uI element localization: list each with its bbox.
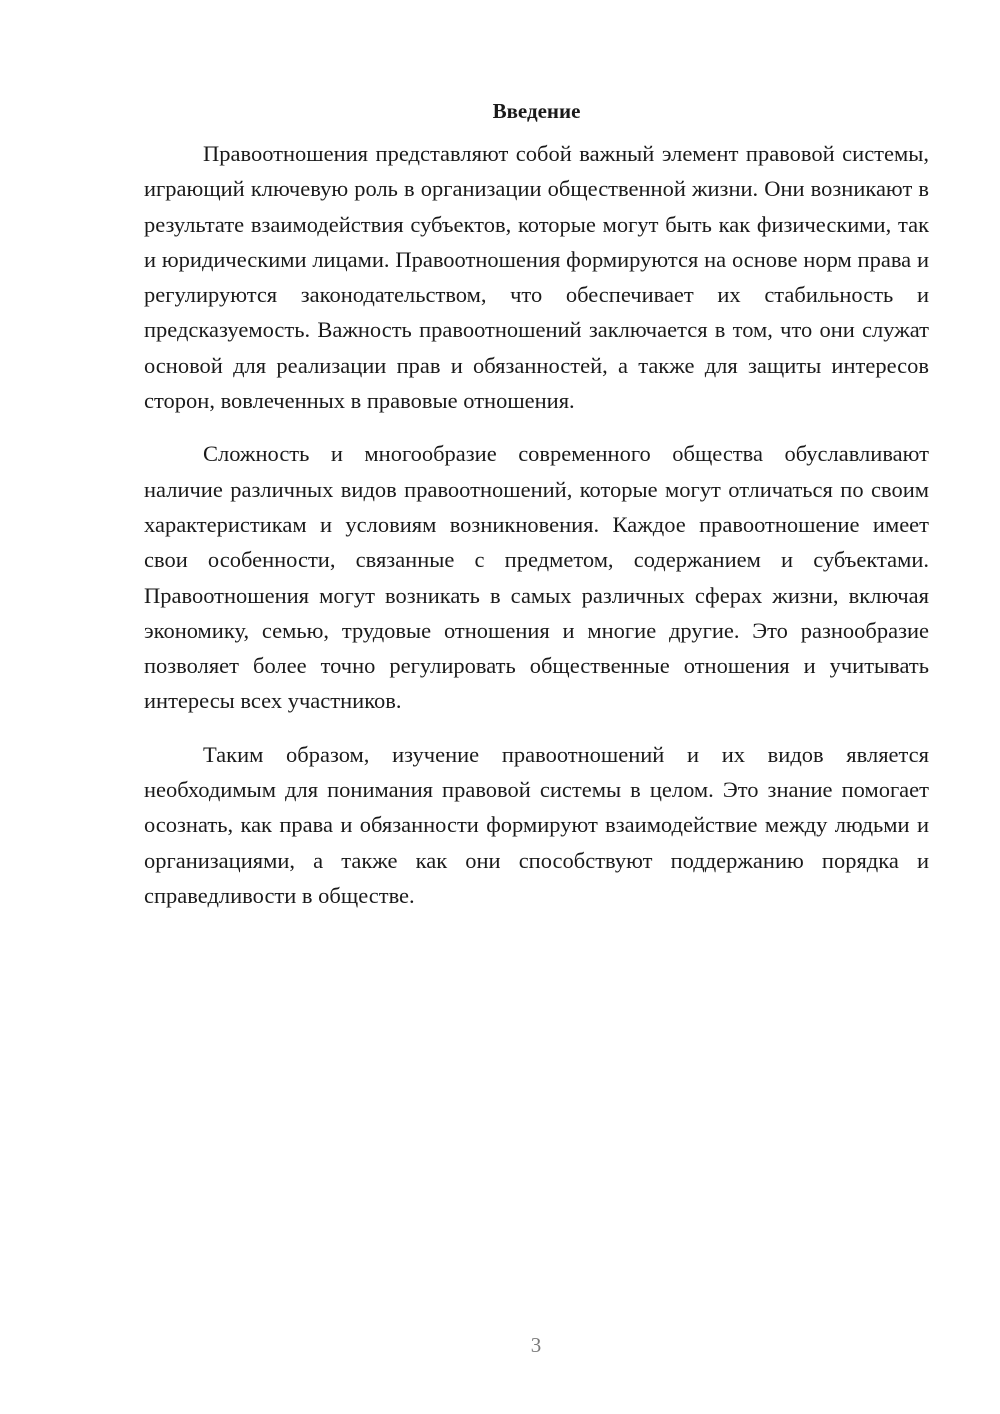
page-content — [144, 96, 929, 931]
paragraph-1: Правоотношения представляют собой важный элемент правовой системы, играющий ключевую роль в организации общественной жизни. Они возникают в результате взаимодействия субъектов, которые могут быть как физическими, так и юридическими лицами. Правоотношения формируются на основе норм права и регулируются законодательством, что обеспечивает их стабильность и предсказуемость. Важность правоотношений заключается в том, что они служат основой для реализации прав и обязанностей, а также для защиты интересов сторон, вовлеченных в правовые отношения. — [144, 141, 929, 414]
page-number: 3 — [530, 1333, 542, 1357]
paragraph-2: Сложность и многообразие современного общества обуславливают наличие различных видов правоотношений, которые могут отличаться по своим характеристикам и условиям возникновения. Каждое правоотношение имеет свои особенности, связанные с предметом, содержанием и субъектами. Правоотношения могут возникать в самых различных сферах жизни, включая экономику, семью, трудовые отношения и многие другие. Это разнообразие позволяет более точно регулировать общественные отношения и учитывать интересы всех участников. — [144, 441, 929, 714]
section-title: Введение — [492, 99, 581, 123]
paragraph-3: Таким образом, изучение правоотношений и их видов является необходимым для понимания правовой системы в целом. Это знание помогает осознать, как права и обязанности формируют взаимодействие между людьми и организациями, а также как они способствуют поддержанию порядка и справедливости в обществе. — [144, 741, 929, 908]
